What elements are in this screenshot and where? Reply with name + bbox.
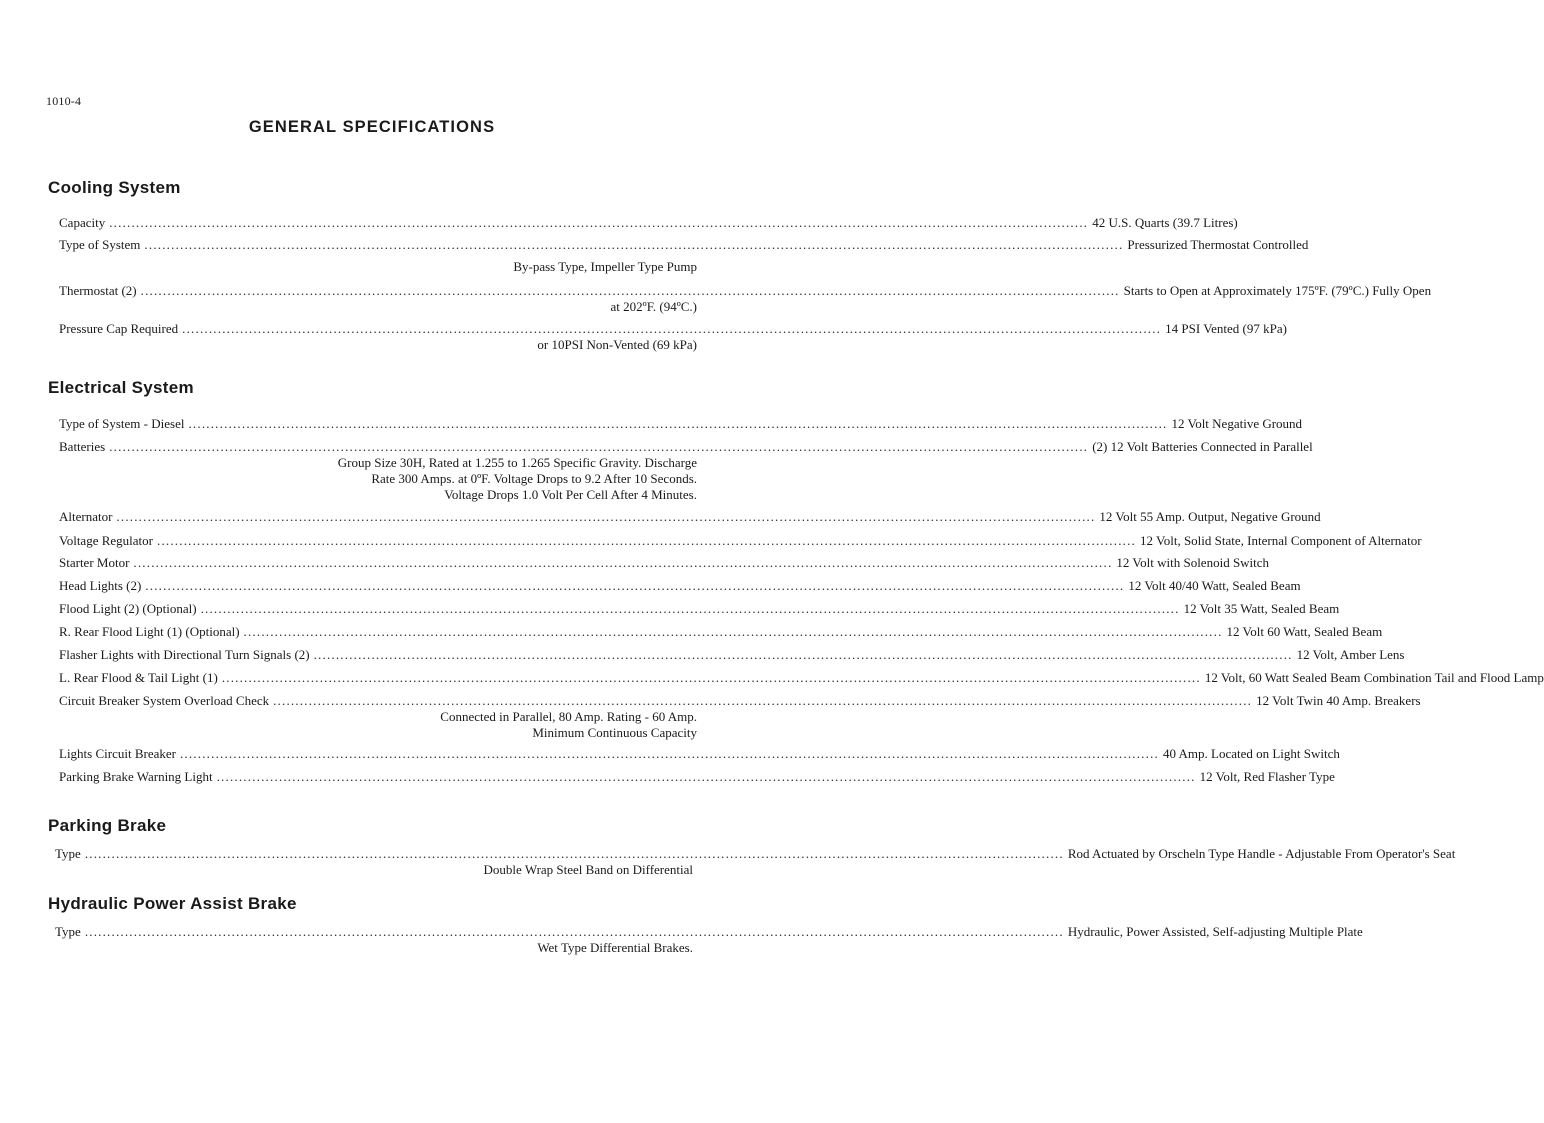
spec-label: Alternator	[59, 509, 113, 524]
dot-leader: ............................................................................................................................................................................................................................	[182, 321, 1162, 336]
spec-electrical-type	[59, 416, 1303, 432]
spec-value: 12 Volt 35 Watt, Sealed Beam	[1183, 601, 1340, 616]
spec-label: Type	[55, 846, 81, 861]
spec-label: Capacity	[59, 215, 106, 230]
spec-lights-breaker	[59, 746, 1340, 762]
dot-leader: ............................................................................................................................................................................................................................	[144, 237, 1124, 252]
dot-leader: ............................................................................................................................................................................................................................	[116, 509, 1096, 524]
spec-label: Flood Light (2) (Optional)	[59, 601, 197, 616]
spec-hydraulic-brake-type	[55, 924, 1363, 956]
spec-value: 12 Volt, Amber Lens	[1296, 647, 1405, 662]
spec-capacity	[59, 215, 1238, 231]
spec-label: Batteries	[59, 439, 106, 454]
dot-leader: ............................................................................................................................................................................................................................	[109, 439, 1089, 454]
dot-leader: ............................................................................................................................................................................................................................	[145, 578, 1125, 593]
spec-head-lights	[59, 578, 1301, 594]
spec-value: 12 Volt 40/40 Watt, Sealed Beam	[1128, 578, 1301, 593]
spec-flasher-lights	[59, 647, 1405, 663]
spec-label: L. Rear Flood & Tail Light (1)	[59, 670, 218, 685]
dot-leader: ............................................................................................................................................................................................................................	[313, 647, 1293, 662]
spec-value: 12 Volt, Solid State, Internal Component of Alternator	[1140, 533, 1422, 548]
spec-label: Parking Brake Warning Light	[59, 769, 213, 784]
spec-value-continuation: Minimum Continuous Capacity	[532, 725, 697, 740]
section-title-parking-brake: Parking Brake	[48, 816, 167, 835]
spec-value: Pressurized Thermostat Controlled	[1127, 237, 1309, 252]
spec-parking-brake-type	[55, 846, 1456, 878]
spec-value: 14 PSI Vented (97 kPa)	[1165, 321, 1287, 336]
spec-value: 40 Amp. Located on Light Switch	[1162, 746, 1340, 761]
spec-circuit-breaker	[59, 693, 1421, 741]
spec-value: 12 Volt, Red Flasher Type	[1199, 769, 1335, 784]
spec-value-continuation: Double Wrap Steel Band on Differential	[483, 862, 693, 877]
spec-label: Starter Motor	[59, 555, 130, 570]
dot-leader: ............................................................................................................................................................................................................................	[243, 624, 1223, 639]
dot-leader: ............................................................................................................................................................................................................................	[84, 846, 1064, 861]
spec-thermostat	[59, 283, 1432, 315]
spec-tail-light	[59, 670, 1544, 686]
spec-value: 42 U.S. Quarts (39.7 Litres)	[1092, 215, 1238, 230]
spec-label: Type of System - Diesel	[59, 416, 185, 431]
dot-leader: ............................................................................................................................................................................................................................	[157, 533, 1136, 548]
dot-leader: ............................................................................................................................................................................................................................	[200, 601, 1180, 616]
spec-label: Thermostat (2)	[59, 283, 137, 298]
spec-value: Starts to Open at Approximately 175ºF. (79ºC.) Fully Open	[1123, 283, 1432, 298]
spec-type-of-system	[59, 237, 1309, 275]
spec-pressure-cap	[59, 321, 1287, 353]
spec-value: Rod Actuated by Orscheln Type Handle - Adjustable From Operator's Seat	[1067, 846, 1456, 861]
spec-value: 12 Volt 55 Amp. Output, Negative Ground	[1099, 509, 1321, 524]
section-title-hydraulic-brake: Hydraulic Power Assist Brake	[48, 894, 297, 913]
spec-label: Type of System	[59, 237, 141, 252]
spec-value-continuation: Group Size 30H, Rated at 1.255 to 1.265 Specific Gravity. Discharge	[337, 455, 697, 470]
spec-value-continuation: at 202ºF. (94ºC.)	[610, 299, 697, 314]
dot-leader: ............................................................................................................................................................................................................................	[216, 769, 1196, 784]
dot-leader: ............................................................................................................................................................................................................................	[221, 670, 1201, 685]
spec-value: 12 Volt with Solenoid Switch	[1116, 555, 1270, 570]
spec-starter-motor	[59, 555, 1270, 571]
spec-value: 12 Volt Negative Ground	[1171, 416, 1303, 431]
section-title-cooling: Cooling System	[48, 178, 181, 197]
spec-voltage-regulator	[59, 533, 1422, 549]
spec-label: R. Rear Flood Light (1) (Optional)	[59, 624, 240, 639]
spec-value: 12 Volt, 60 Watt Sealed Beam Combination Tail and Flood Lamp	[1204, 670, 1544, 685]
spec-value: Hydraulic, Power Assisted, Self-adjusting Multiple Plate	[1067, 924, 1363, 939]
spec-value-continuation: Rate 300 Amps. at 0ºF. Voltage Drops to 9.2 After 10 Seconds.	[371, 471, 697, 486]
spec-value-continuation: Wet Type Differential Brakes.	[537, 940, 693, 955]
spec-label: Circuit Breaker System Overload Check	[59, 693, 270, 708]
spec-label: Pressure Cap Required	[59, 321, 179, 336]
spec-value-continuation: By-pass Type, Impeller Type Pump	[513, 259, 697, 274]
dot-leader: ............................................................................................................................................................................................................................	[133, 555, 1113, 570]
spec-label: Voltage Regulator	[59, 533, 153, 548]
page-title: GENERAL SPECIFICATIONS	[248, 118, 496, 136]
dot-leader: ............................................................................................................................................................................................................................	[188, 416, 1168, 431]
spec-label: Head Lights (2)	[59, 578, 142, 593]
spec-flood-light	[59, 601, 1340, 617]
dot-leader: ............................................................................................................................................................................................................................	[273, 693, 1253, 708]
spec-value: 12 Volt 60 Watt, Sealed Beam	[1226, 624, 1383, 639]
section-title-electrical: Electrical System	[48, 378, 194, 397]
spec-label: Flasher Lights with Directional Turn Signals (2)	[59, 647, 310, 662]
dot-leader: ............................................................................................................................................................................................................................	[84, 924, 1064, 939]
spec-label: Lights Circuit Breaker	[59, 746, 176, 761]
spec-value-continuation: or 10PSI Non-Vented (69 kPa)	[537, 337, 697, 352]
spec-brake-warning-light	[59, 769, 1335, 785]
spec-value: (2) 12 Volt Batteries Connected in Parallel	[1092, 439, 1313, 454]
spec-batteries	[59, 439, 1313, 503]
spec-label: Type	[55, 924, 81, 939]
spec-alternator	[59, 509, 1321, 525]
dot-leader: ............................................................................................................................................................................................................................	[179, 746, 1159, 761]
spec-rear-flood-light	[59, 624, 1383, 640]
page-number: 1010-4	[46, 94, 82, 108]
spec-value-continuation: Voltage Drops 1.0 Volt Per Cell After 4 Minutes.	[444, 487, 697, 502]
spec-value-continuation: Connected in Parallel, 80 Amp. Rating - 60 Amp.	[440, 709, 697, 724]
spec-value: 12 Volt Twin 40 Amp. Breakers	[1256, 693, 1421, 708]
dot-leader: ............................................................................................................................................................................................................................	[109, 215, 1089, 230]
dot-leader: ............................................................................................................................................................................................................................	[140, 283, 1120, 298]
